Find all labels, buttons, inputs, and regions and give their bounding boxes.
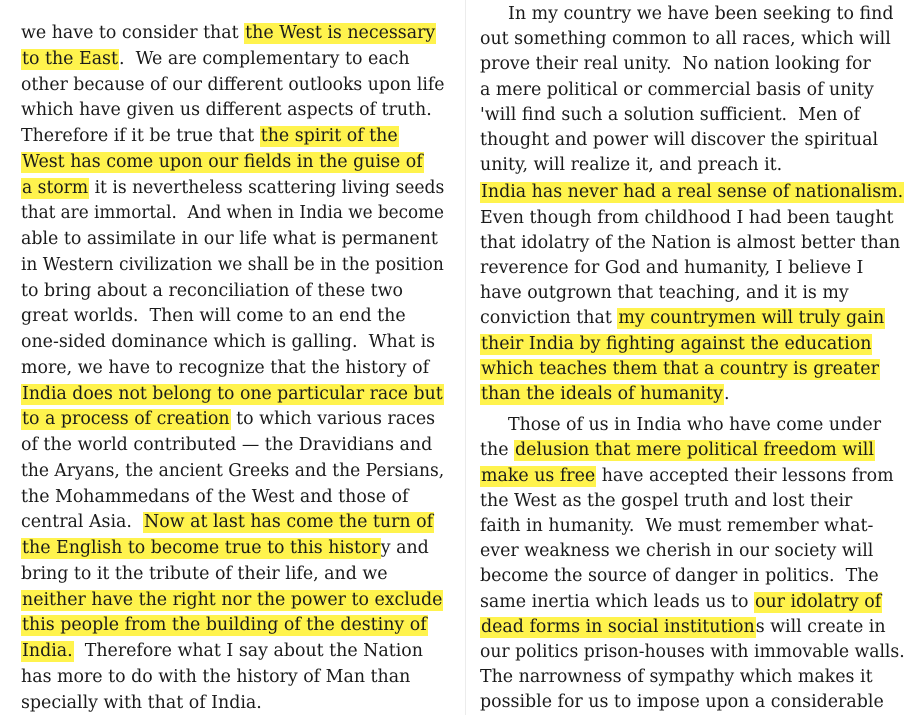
highlighted-text: this people from the building of the destiny of	[22, 615, 427, 636]
highlighted-text: dead forms in social institution	[481, 616, 755, 637]
text-segment: The narrowness of sympathy which makes it	[480, 667, 873, 688]
text-segment: the Mohammedans of the West and those of	[21, 486, 409, 507]
text-segment: become the source of danger in politics. The	[480, 566, 879, 587]
text-segment: reverence for God and humanity, I believe I	[480, 258, 864, 278]
text-line	[21, 612, 444, 638]
text-segment: possible for us to impose upon a considerable	[480, 692, 884, 713]
text-line	[21, 484, 444, 510]
text-line	[21, 458, 445, 484]
highlighted-text: India does not belong to one particular race but	[21, 383, 443, 404]
text-line	[480, 639, 905, 665]
text-segment: one-sided dominance which is galling. What is	[21, 332, 436, 352]
text-line	[480, 437, 905, 463]
text-segment: to which various races	[230, 409, 436, 430]
text-line	[480, 26, 905, 52]
text-line	[21, 535, 444, 561]
highlighted-text: a storm	[21, 177, 89, 198]
highlighted-text: than the ideals of humanity	[481, 384, 723, 404]
text-line	[21, 587, 444, 613]
text-segment: which have given us different aspects of truth.	[21, 100, 432, 121]
text-line	[21, 303, 444, 329]
text-segment: in Western civilization we shall be in the position	[21, 254, 444, 275]
text-segment: same inertia which leads us to	[480, 591, 754, 612]
text-segment: the West as the gospel truth and lost their	[480, 490, 853, 511]
text-segment: s will create in	[755, 616, 886, 637]
text-line	[480, 356, 905, 382]
text-segment: to bring about a reconciliation of these two	[21, 280, 403, 301]
highlighted-text: the spirit of the	[260, 126, 398, 146]
text-segment: central Asia.	[21, 512, 143, 533]
text-line	[480, 127, 905, 153]
text-segment: ever weakness we cherish in our society will	[480, 541, 874, 562]
text-line	[21, 20, 444, 46]
text-line	[21, 278, 444, 304]
text-line	[508, 1, 905, 27]
highlighted-text: my countrymen will truly gain	[618, 308, 885, 329]
text-line	[21, 329, 444, 355]
highlighted-text: to the East	[22, 48, 118, 69]
text-line	[21, 561, 444, 587]
highlighted-text: Now at last has come the turn of	[144, 512, 434, 533]
text-line	[480, 179, 905, 205]
text-line	[480, 538, 905, 564]
text-line	[480, 513, 905, 539]
text-segment: bring to it the tribute of their life, and we	[21, 563, 388, 584]
text-line	[508, 412, 905, 438]
text-line	[480, 280, 905, 306]
text-segment: Even though from childhood I had been taught	[480, 207, 894, 228]
text-line	[21, 200, 445, 226]
text-segment: Therefore what I say about the Nation	[73, 641, 423, 661]
highlighted-text: their India by fighting against the education	[481, 333, 872, 354]
text-line	[480, 152, 905, 178]
text-segment: prove their real unity. No nation looking for	[480, 54, 871, 75]
highlighted-text: which teaches them that a country is greater	[481, 358, 879, 379]
text-segment: that idolatry of the Nation is almost better than	[480, 232, 901, 253]
text-line	[21, 664, 444, 690]
column-divider	[465, 0, 466, 715]
text-line	[480, 463, 905, 489]
highlighted-text: our idolatry of	[754, 591, 882, 612]
text-line	[21, 406, 444, 432]
highlighted-text: the English to become true to this histor	[22, 538, 380, 558]
text-line	[21, 97, 444, 123]
text-line	[21, 381, 441, 407]
text-line	[480, 381, 905, 407]
text-line	[480, 488, 905, 514]
text-line	[480, 614, 905, 640]
text-line	[21, 252, 444, 278]
highlighted-text: to a process of creation	[22, 409, 230, 430]
text-segment: great worlds. Then will come to an end the	[21, 306, 406, 327]
text-segment: of the world contributed — the Dravidians and	[21, 435, 433, 455]
text-segment: have accepted their lessons from	[596, 465, 894, 486]
text-line	[480, 664, 905, 690]
text-segment: In my country we have been seeking to find	[508, 4, 894, 24]
text-segment: our politics prison-houses with immovable walls.	[480, 642, 905, 662]
text-line	[480, 102, 905, 128]
text-line	[480, 563, 905, 589]
text-line	[21, 72, 445, 98]
highlighted-text: West has come upon our fields in the guise of	[22, 151, 423, 172]
text-segment: Those of us in India who have come under	[508, 415, 882, 436]
text-segment: the Aryans, the ancient Greeks and the Persians,	[21, 460, 445, 481]
text-line	[21, 226, 444, 252]
text-segment: conviction that	[480, 308, 618, 329]
text-line	[21, 432, 444, 458]
text-line	[480, 230, 905, 256]
text-segment: that are immortal. And when in India we become	[21, 203, 445, 224]
text-line	[480, 255, 905, 281]
highlighted-text: neither have the right nor the power to exclude	[22, 589, 443, 610]
highlighted-text: the West is necessary	[245, 23, 436, 43]
text-line	[480, 77, 905, 103]
highlighted-text: delusion that mere political freedom will	[515, 440, 874, 461]
text-segment: able to assimilate in our life what is permanent	[21, 229, 438, 249]
highlighted-text: make us free	[481, 465, 596, 486]
text-line	[21, 149, 444, 175]
text-line	[21, 355, 444, 381]
text-line	[480, 689, 905, 715]
text-segment: specially with that of India.	[21, 692, 262, 713]
text-segment: more, we have to recognize that the history of	[21, 357, 430, 378]
text-line	[21, 46, 444, 72]
highlighted-text: India has never had a real sense of nationalism.	[481, 182, 904, 203]
text-segment: 'will find such a solution sufficient. Men of	[480, 104, 860, 125]
text-segment: unity, will realize it, and preach it.	[480, 155, 783, 176]
text-line	[21, 509, 444, 535]
text-segment: faith in humanity. We must remember what-	[480, 516, 874, 536]
text-line	[480, 205, 905, 231]
text-segment: have outgrown that teaching, and it is my	[480, 283, 849, 304]
text-segment: has more to do with the history of Man than	[21, 666, 411, 687]
text-segment: out something common to all races, which will	[480, 29, 891, 50]
text-segment: the	[480, 440, 515, 461]
text-segment: it is nevertheless scattering living seeds	[89, 177, 445, 198]
text-line	[480, 331, 905, 357]
text-line	[21, 123, 444, 149]
text-segment: a mere political or commercial basis of unity	[480, 79, 874, 100]
text-segment: y and	[380, 538, 429, 558]
highlighted-text: India.	[22, 641, 73, 661]
text-segment: . We are complementary to each	[118, 48, 410, 69]
text-line	[480, 305, 905, 331]
text-segment: Therefore if it be true that	[21, 126, 260, 146]
text-segment: thought and power will discover the spiritual	[480, 130, 879, 150]
text-segment: we have to consider that	[21, 23, 245, 43]
text-line	[21, 638, 444, 664]
text-segment: .	[723, 384, 730, 404]
text-line	[21, 175, 445, 201]
text-segment: other because of our different outlooks upon life	[21, 74, 445, 95]
text-line	[21, 690, 444, 716]
text-line	[480, 589, 905, 615]
text-line	[480, 51, 905, 77]
